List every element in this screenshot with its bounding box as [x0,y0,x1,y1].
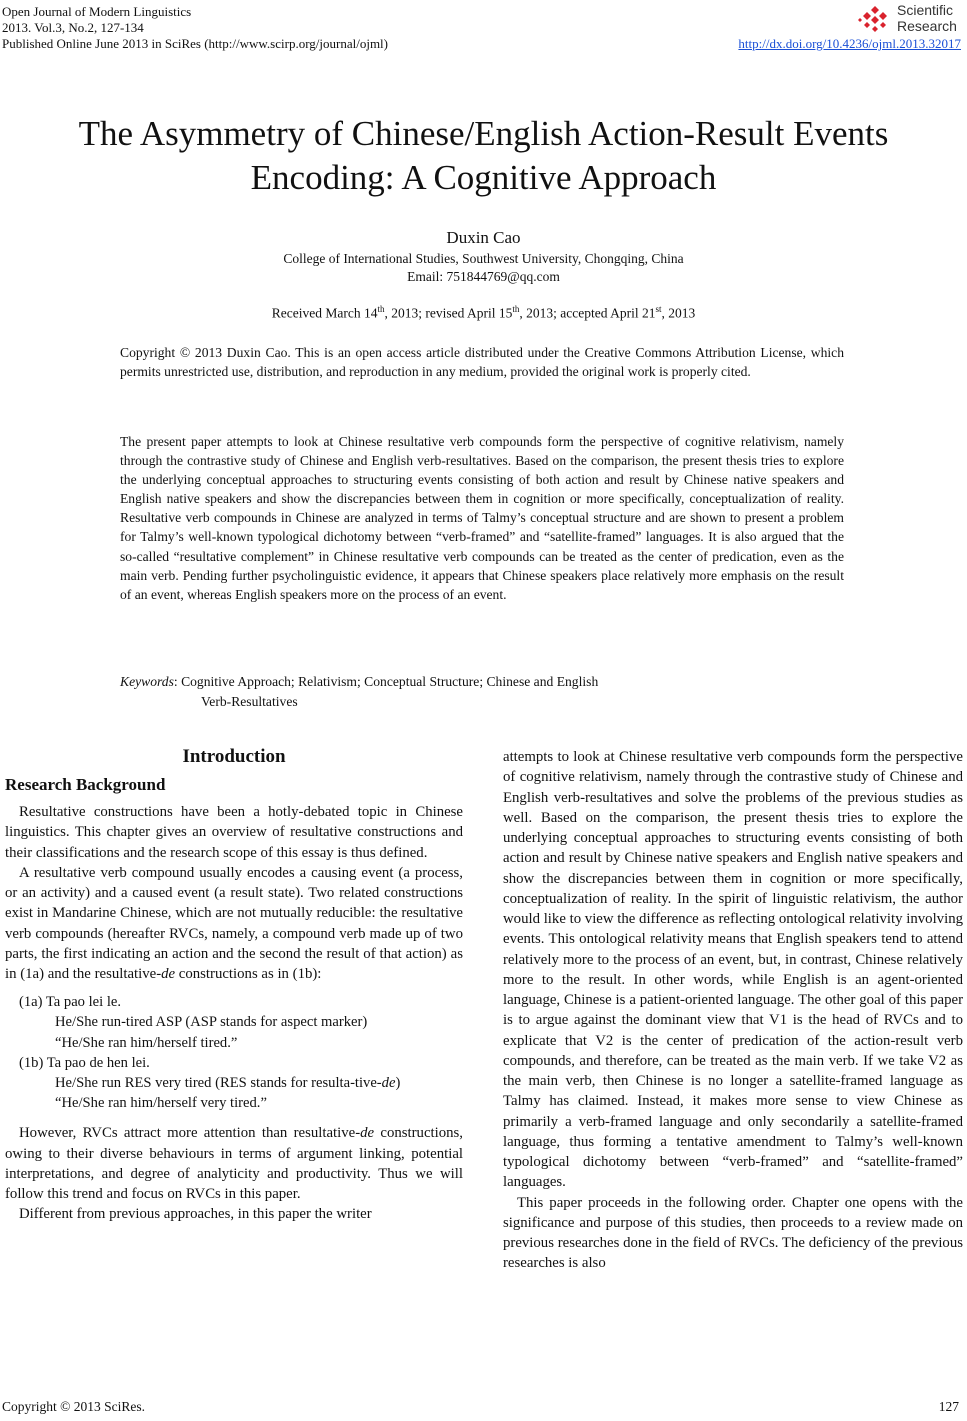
paragraph: attempts to look at Chinese resultative verb compounds form the perspective of cognitive relativism, namely through the contrastive study of Chinese and English verb-resultatives and solve the problems of the previous studies as well. Based on the comparison, the present thesis tries to explore the underlying conceptual approaches to structuring events consisting of both action and result by Chinese native speakers and English native speakers and show the discrepancies between them in cognition or more specifically, conceptualization of reality. In the spirit of linguistic relativism, the author would like to view the difference as reflecting ontological relativity involving events. This ontological relativity means that English speakers tend to attend relatively more to the process of an event, but, in contrast, Chinese relatively more to the result. In other words, while English is an agent-oriented language, Chinese is a patient-oriented language. The other goal of this paper is to argue against the dominant view that V1 is the head of RVCs and to explicate that V2 is the center of predication of the action-result verb compounds, and therefore, can be treated as the main verb. If we take V2 as the main verb, then Chinese is no longer a satellite-framed language as Talmy has claimed. Instead, it makes more sense to view Chinese as primarily a verb-framed language and only secondarily a satellite-framed language, thus forming a tentative amendment to Talmy’s well-known typological dichotomy between “verb-framed” and “satellite-framed” languages. [503,749,963,1191]
section-heading-introduction: Introduction [182,746,286,767]
doi-link[interactable]: http://dx.doi.org/10.4236/ojml.2013.32017 [738,36,961,51]
revised-sup: th [512,304,520,314]
example-1a: (1a) Ta pao lei le. [19,994,122,1011]
italic-term: de [381,1075,396,1092]
author-name: Duxin Cao [446,228,521,247]
example-1a-gloss: He/She run-tired ASP (ASP stands for aspect marker) [55,1014,368,1031]
keywords: Keywords: Cognitive Approach; Relativism; Conceptual Structure; Chinese and English Verb-Resultatives [120,672,844,712]
italic-term: de [161,966,176,982]
revised-date: , 2013; revised April 15 [384,305,513,321]
italic-term: de [360,1125,375,1142]
journal-name: Open Journal of Modern Linguistics [2,4,192,19]
paragraph-text: constructions as in (1b): [175,966,322,982]
title-line-2: Encoding: A Cognitive Approach [250,158,717,197]
keywords-label: Keywords [120,674,174,689]
keywords-line2: Verb-Resultatives [201,694,298,709]
gloss-close: ) [395,1075,401,1092]
right-column [503,747,963,1274]
received-sup: th [377,304,385,314]
abstract: The present paper attempts to look at Chinese resultative verb compounds form the perspective of cognitive relativism, namely through the contrastive study of Chinese and English verb-resultatives. Based on the comparison, the present thesis tries to explore the underlying conceptual approaches to structuring events consisting of both action and result by Chinese native speakers and English native speakers and show the discrepancies between them in cognition or more specifically, conceptualization of reality. Resultative verb compounds in Chinese are analyzed in terms of Talmy’s conceptual structure and are shown to present a problem for Talmy’s well-known typological dichotomy between “verb-framed” and “satellite-framed” languages. It is also argued that the so-called “resultative complement” in Chinese resultative verb compounds can be treated as the center of predication, even as the main verb. Pending further psycholinguistic evidence, it appears that Chinese speakers place relatively more emphasis on the result of an event, whereas English speakers more on the process of an event. [120,434,844,602]
paragraph-text: However, RVCs attract more attention than resultative- [19,1125,361,1142]
example-block [5,992,463,1113]
keywords-line1: Cognitive Approach; Relativism; Conceptual Structure; Chinese and English [181,674,599,689]
title-line-1: The Asymmetry of Chinese/English Action-Result Events [78,114,889,153]
paragraph [5,1123,463,1204]
affiliation-text: College of International Studies, Southwest University, Chongqing, China [283,251,684,266]
copyright-notice: Copyright © 2013 Duxin Cao. This is an open access article distributed under the Creative Commons Attribution License, which permits unrestricted use, distribution, and reproduction in any medium, provided the original work is properly cited. [120,345,844,380]
received-date: Received March 14 [271,305,378,321]
publication-info: Published Online June 2013 in SciRes (http://www.scirp.org/journal/ojml) [2,36,389,51]
example-1b-translation: “He/She ran him/herself very tired.” [55,1095,267,1112]
subsection-heading-research-background: Research Background [5,775,166,794]
paragraph-text: constructions, owing to their diverse behaviours in terms of argument linking, potential interpretations, and degree of analyticity and productivity. Thus we will follow this trend and focus on RVCs in this paper. [5,1125,463,1203]
logo-text-line2: Research [897,18,957,34]
logo-text [897,2,957,34]
paragraph [5,863,463,985]
doi-container [738,36,961,52]
gloss-text: He/She run RES very tired (RES stands for resulta-tive- [55,1075,382,1092]
dates-end: , 2013 [661,305,696,321]
example-1a-translation: “He/She ran him/herself tired.” [55,1034,238,1051]
paragraph: Different from previous approaches, in this paper the writer [19,1206,372,1223]
logo-text-line1: Scientific [897,2,954,18]
submission-dates [0,304,967,322]
author-affiliation [0,250,967,286]
paragraph: Resultative constructions have been a hotly-debated topic in Chinese linguistics. This chapter gives an overview of resultative constructions and their classifications and the research scope of this essay is thus defined. [5,804,463,861]
paragraph-text: A resultative verb compound usually encodes a causing event (a process, or an activity) and a caused event (a result state). Two related constructions exist in Mandarine Chinese, which are not mutually reducible: the resultative verb compounds (hereafter RVCs, namely, a compound verb made up of two parts, the first indicating an action and the second the result of that action) as in (1a) and the resultative- [5,864,463,982]
scientific-research-logo [857,2,957,38]
logo-icon [857,4,893,34]
accepted-date: , 2013; accepted April 21 [519,305,656,321]
author-email: Email: 751844769@qq.com [407,269,560,284]
example-1b-gloss [5,1073,463,1093]
journal-header [2,4,388,52]
left-column [5,744,463,1225]
example-1b: (1b) Ta pao de hen lei. [19,1054,150,1071]
paper-title [0,112,967,200]
page-number: 127 [938,1399,959,1414]
footer-copyright: Copyright © 2013 SciRes. [2,1399,146,1414]
accepted-sup: st [655,304,662,314]
paragraph: This paper proceeds in the following order. Chapter one opens with the significance and purpose of this studies, then proceeds to a review made on previous researches done in the field of RVCs. The deficiency of the previous researches is also [503,1194,963,1272]
journal-volume: 2013. Vol.3, No.2, 127-134 [2,20,144,35]
